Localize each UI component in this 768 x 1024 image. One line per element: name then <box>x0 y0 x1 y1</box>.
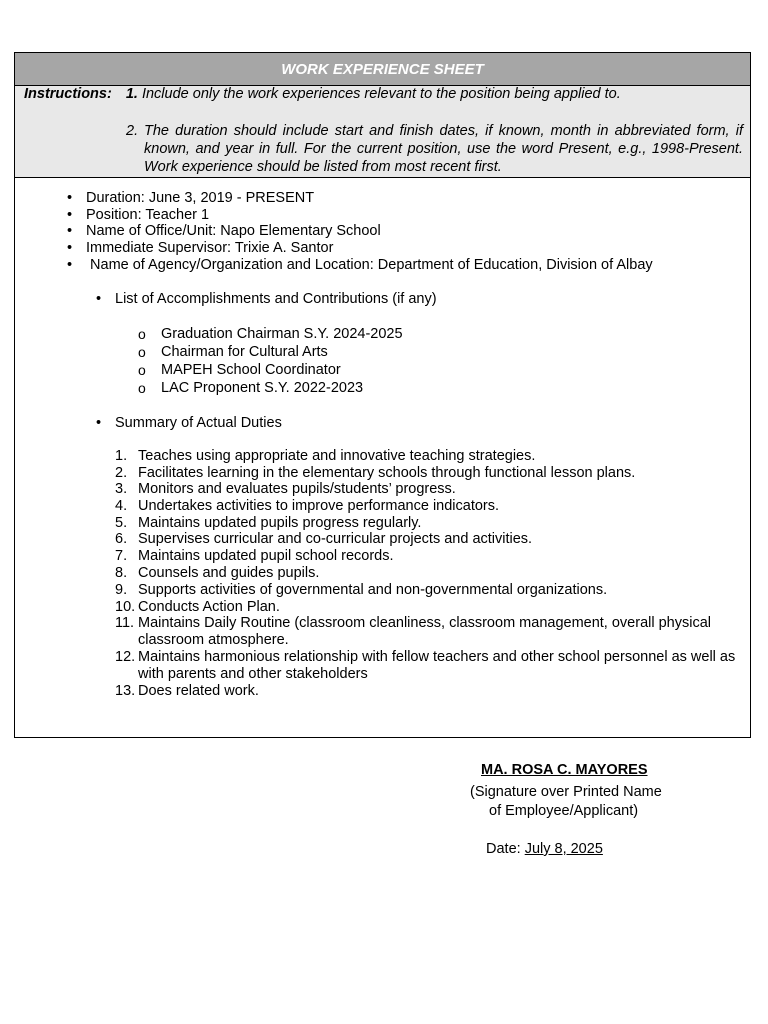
accomplishment-item: o Chairman for Cultural Arts <box>138 344 328 360</box>
date-value: July 8, 2025 <box>524 841 603 857</box>
instruction-2 <box>126 122 743 176</box>
duty-item: 1. Teaches using appropriate and innovative teaching strategies. <box>115 448 536 464</box>
instruction-1 <box>24 86 621 102</box>
duty-item: 8. Counsels and guides pupils. <box>115 565 320 581</box>
duty-item: 6. Supervises curricular and co-curricular projects and activities. <box>115 531 533 547</box>
duty-item: 13. Does related work. <box>115 683 259 699</box>
duty-item: 12. Maintains harmonious relationship with fellow teachers and other school personnel as well as with parents and other stakeholders <box>115 649 736 682</box>
duty-item: 4. Undertakes activities to improve performance indicators. <box>115 498 500 514</box>
work-experience-sheet <box>14 52 751 738</box>
instructions-box <box>15 86 750 178</box>
duty-item: 10. Conducts Action Plan. <box>115 599 280 615</box>
accomplishments-heading: • List of Accomplishments and Contributions (if any) <box>115 291 437 307</box>
instruction-2-number: 2. <box>126 123 139 139</box>
accomplishment-item: o MAPEH School Coordinator <box>138 362 341 378</box>
detail-agency: • Name of Agency/Organization and Location: Department of Education, Division of Albay <box>86 257 653 273</box>
sheet-title: WORK EXPERIENCE SHEET <box>15 53 750 86</box>
detail-office: • Name of Office/Unit: Napo Elementary School <box>86 223 381 239</box>
detail-position: • Position: Teacher 1 <box>86 207 209 223</box>
signature-caption-1: (Signature over Printed Name <box>470 784 662 800</box>
duty-item: 9. Supports activities of governmental and non-governmental organizations. <box>115 582 608 598</box>
signatory-name: MA. ROSA C. MAYORES <box>481 762 648 778</box>
accomplishment-item: o Graduation Chairman S.Y. 2024-2025 <box>138 326 403 342</box>
duty-item: 5. Maintains updated pupils progress regularly. <box>115 515 422 531</box>
instruction-2-text: The duration should include start and finish dates, if known, month in abbreviated form, if known, and year in full. For the current position, use the word Present, e.g., 1998-Present. Work experience should be listed from most recent first. <box>144 123 743 175</box>
signature-caption-2: of Employee/Applicant) <box>489 803 639 819</box>
instructions-label: Instructions: <box>24 86 112 102</box>
detail-supervisor: • Immediate Supervisor: Trixie A. Santor <box>86 240 333 256</box>
instruction-1-text: Include only the work experiences relevant to the position being applied to. <box>141 86 621 102</box>
detail-duration: • Duration: June 3, 2019 - PRESENT <box>86 190 314 206</box>
duty-item: 3. Monitors and evaluates pupils/students’ progress. <box>115 481 456 497</box>
duty-item: 2. Facilitates learning in the elementary schools through functional lesson plans. <box>115 465 636 481</box>
date-label: Date: <box>486 841 525 857</box>
date-line <box>486 841 603 857</box>
duty-item: 11. Maintains Daily Routine (classroom cleanliness, classroom management, overall physical classroom atmosphere. <box>115 615 711 648</box>
instruction-1-number: 1. <box>125 86 138 102</box>
accomplishment-item: o LAC Proponent S.Y. 2022-2023 <box>138 380 364 396</box>
duties-heading: • Summary of Actual Duties <box>115 415 282 431</box>
duty-item: 7. Maintains updated pupil school records. <box>115 548 394 564</box>
